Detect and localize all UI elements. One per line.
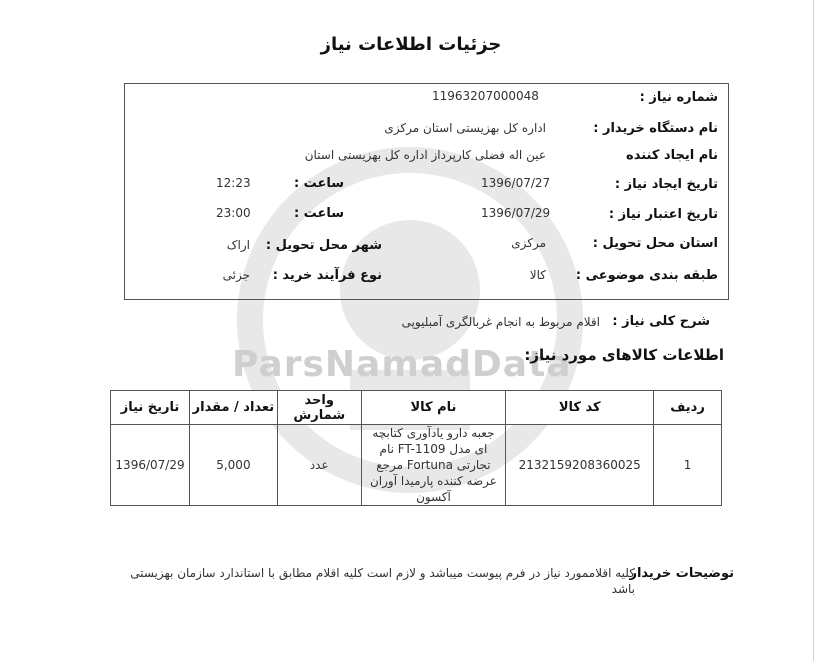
cell-date: 1396/07/29 <box>111 425 190 506</box>
page-title: جزئیات اطلاعات نیاز <box>320 34 502 55</box>
header-qty: تعداد / مقدار <box>190 391 278 425</box>
watermark-text: ParsNamadData <box>232 344 572 385</box>
page-border <box>813 0 814 661</box>
header-code: کد کالا <box>506 391 654 425</box>
cell-unit: عدد <box>277 425 361 506</box>
need-number-label: شماره نیاز : <box>639 90 718 105</box>
category-label: طبقه بندی موضوعی : <box>575 268 718 283</box>
validity-time-label: ساعت : <box>293 206 344 221</box>
buyer-notes-text: کلیه اقلاممورد نیاز در فرم پیوست میباشد و لازم است کلیه اقلام مطابق با استاندارد سازمان بهزیستی باشد <box>130 566 635 596</box>
cell-row-number: 1 <box>654 425 722 506</box>
table-row <box>111 425 722 506</box>
created-time-value: 12:23 <box>216 176 251 190</box>
header-unit: واحد شمارش <box>277 391 361 425</box>
cell-name: جعبه دارو یادآوری کتابچه ای مدل FT-1109 نام تجارتی Fortuna مرجع عرضه کننده پارمیدا آوران آکسون <box>361 425 506 506</box>
delivery-province-label: استان محل تحویل : <box>592 236 718 251</box>
created-date-label: تاریخ ایجاد نیاز : <box>614 177 718 192</box>
buyer-org-label: نام دستگاه خریدار : <box>593 121 718 136</box>
delivery-province-value: مرکزی <box>511 236 546 250</box>
header-row-number: ردیف <box>654 391 722 425</box>
purchase-type-value: جزئی <box>222 268 250 282</box>
created-date-value: 1396/07/27 <box>481 176 551 190</box>
delivery-city-label: شهر محل تحویل : <box>265 238 382 253</box>
validity-time-value: 23:00 <box>216 206 251 220</box>
created-time-label: ساعت : <box>293 176 344 191</box>
purchase-type-label: نوع فرآیند خرید : <box>272 268 382 283</box>
creator-label: نام ایجاد کننده <box>626 148 718 163</box>
cell-qty: 5,000 <box>190 425 278 506</box>
cell-code: 2132159208360025 <box>506 425 654 506</box>
category-value: کالا <box>529 268 546 282</box>
summary-value: اقلام مربوط به انجام غربالگری آمبلیوپی <box>401 315 600 329</box>
need-number-value: 11963207000048 <box>432 89 539 103</box>
validity-date-label: تاریخ اعتبار نیاز : <box>608 207 718 222</box>
buyer-org-value: اداره کل بهزیستی استان مرکزی <box>384 121 546 135</box>
summary-label: شرح کلی نیاز : <box>612 314 710 329</box>
goods-table <box>110 390 722 506</box>
buyer-notes-label: توضیحات خریدار <box>629 566 734 581</box>
validity-date-value: 1396/07/29 <box>481 206 551 220</box>
delivery-city-value: اراک <box>226 238 250 252</box>
creator-value: عین اله فضلی کارپرداز اداره کل بهزیستی استان <box>304 148 546 162</box>
goods-section-title: اطلاعات کالاهای مورد نیاز: <box>524 346 724 364</box>
header-date: تاریخ نیاز <box>111 391 190 425</box>
header-name: نام کالا <box>361 391 506 425</box>
table-header-row <box>111 391 722 425</box>
